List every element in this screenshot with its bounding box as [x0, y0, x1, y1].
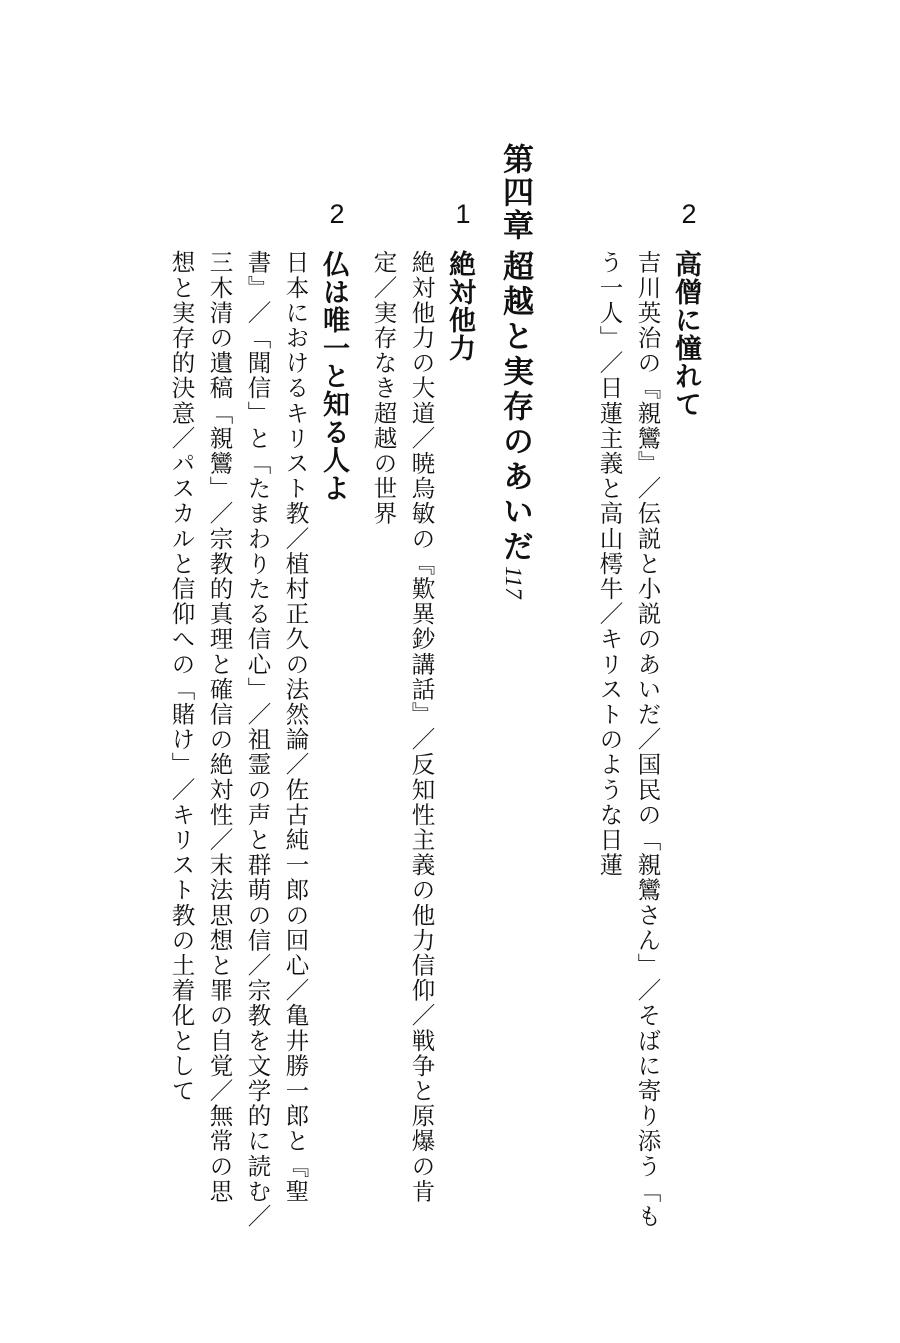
- section-heading: 高僧に憧れて: [670, 250, 701, 418]
- section-number: 2: [329, 199, 345, 229]
- toc-line: 吉川英治の『親鸞』／伝説と小説のあいだ／国民の「親鸞さん」／そばに寄り添う「も: [633, 250, 662, 1229]
- section-number: 1: [455, 199, 471, 229]
- toc-line: 定／実存なき超越の世界: [369, 250, 398, 527]
- toc-line: 日本におけるキリスト教／植村正久の法然論／佐古純一郎の回心／亀井勝一郎と『聖: [281, 250, 310, 1204]
- toc-line: う一人」／日蓮主義と高山樗牛／キリストのような日蓮: [595, 250, 624, 878]
- toc-line: 絶対他力の大道／暁烏敏の『歎異鈔講話』／反知性主義の他力信仰／戦争と原爆の肯: [407, 250, 436, 1204]
- chapter-title: 超越と実存のあいだ: [497, 250, 533, 565]
- section-heading: 絶対他力: [444, 250, 475, 362]
- page-number: 117: [501, 566, 526, 599]
- section-number: 2: [681, 199, 697, 229]
- toc-line: 三木清の遺稿「親鸞」／宗教的真理と確信の絶対性／末法思想と罪の自覚／無常の思: [205, 250, 234, 1204]
- section-heading: 仏は唯一と知る人よ: [318, 250, 349, 502]
- toc-line: 想と実存的決意／パスカルと信仰への「賭け」／キリスト教の土着化として: [167, 250, 196, 1104]
- toc-line: 書』／「聞信」と「たまわりたる信心」／祖霊の声と群萌の信／宗教を文学的に読む／: [243, 250, 272, 1229]
- chapter-number: 第四章: [497, 143, 533, 242]
